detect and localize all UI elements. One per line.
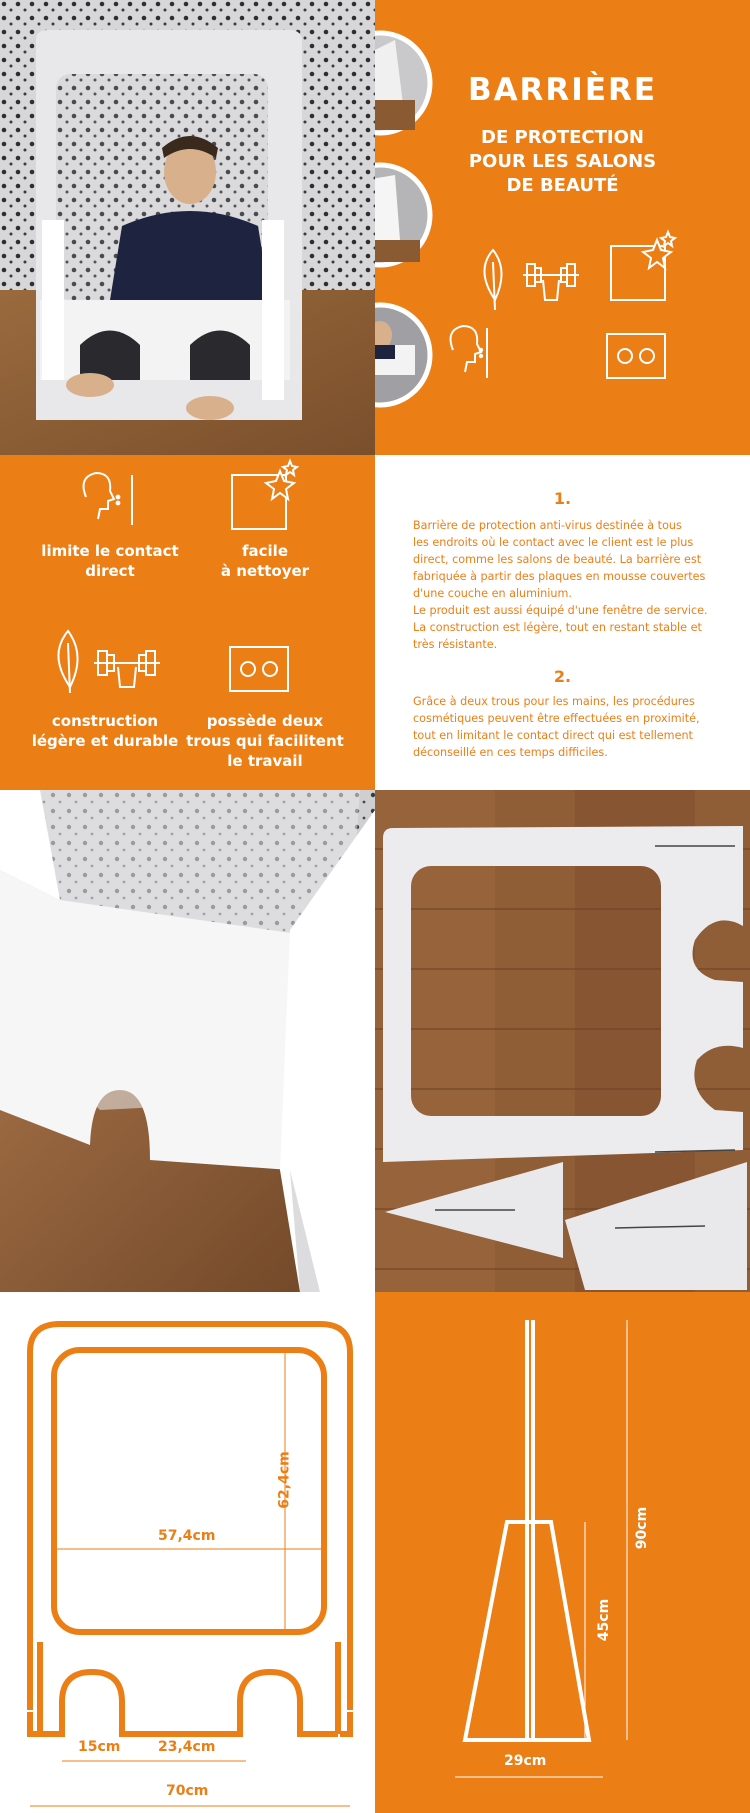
dim-foot-width: 29cm [504, 1753, 547, 1769]
dim-side-height: 90cm [634, 1506, 651, 1550]
barrier-side-outline [465, 1320, 589, 1740]
two-holes-icon [607, 334, 665, 378]
feature-easy-clean: facile à nettoyer [220, 542, 310, 580]
feather-dumbbell-icon [484, 250, 579, 310]
dim-total-width: 70cm [166, 1783, 209, 1799]
thumbnail-detail-2 [375, 165, 430, 265]
front-dimension-drawing [0, 1292, 375, 1813]
product-title: BARRIÈRE [467, 72, 658, 108]
features-panel [0, 455, 375, 790]
photo-barrier-closeup [0, 790, 375, 1292]
dim-hole-width: 23,4cm [158, 1739, 216, 1755]
title-panel [375, 0, 750, 455]
subtitle-line: DE PROTECTION [481, 127, 644, 148]
thumbnail-detail-1 [375, 33, 430, 133]
side-outline-drawing [375, 1292, 750, 1813]
dimension-lines [30, 1350, 350, 1806]
dim-hole-left: 15cm [78, 1739, 121, 1755]
clean-square-icon [611, 232, 675, 300]
description-panel [375, 455, 750, 790]
feature-two-holes: possède deux trous qui facilitent le travail [186, 712, 344, 770]
thumbnail-detail-3 [375, 305, 430, 405]
dim-foot-height: 45cm [596, 1598, 613, 1642]
section-2-text: Grâce à deux trous pour les mains, les procédures cosmétiques peuvent être effectuées en proximité, tout en limitant le contact direct qui est tellement déconseillé en ces temps difficiles. [413, 695, 700, 759]
subtitle-line: DE BEAUTÉ [506, 175, 619, 196]
main-product-photo [0, 0, 375, 455]
subtitle-line: POUR LES SALONS [468, 151, 657, 172]
flat-parts-photo [375, 790, 750, 1292]
section-1-text: Barrière de protection anti-virus destinée à tous les endroits où le contact avec le client est le plus direct, comme les salons de beauté. La barrière est fabriquée à partir des plaques en mousse couvertes d'une couche en aluminium. Le produit est aussi équipé d'une fenêtre de service. La construction est légère, tout en restant stable et très résistante. [413, 519, 708, 651]
face-shield-icon [451, 326, 487, 378]
dim-front-height: 62,4cm [276, 1451, 293, 1509]
feature-light-durable: construction légère et durable [31, 712, 179, 750]
feather-dumbbell-icon [58, 631, 160, 693]
section-number-1: 1. [553, 489, 572, 508]
dimension-lines [455, 1320, 627, 1777]
side-dimension-drawing [375, 1292, 750, 1813]
clean-square-icon [232, 461, 297, 529]
front-outline-drawing [0, 1292, 375, 1813]
feature-limit-contact: limite le contact direct [41, 542, 179, 580]
photo-barrier-parts [375, 790, 750, 1292]
two-holes-icon [230, 647, 288, 691]
face-shield-icon [84, 473, 132, 525]
section-number-2: 2. [553, 667, 572, 686]
dim-window-width: 57,4cm [158, 1528, 216, 1544]
detail-thumbnails [375, 0, 435, 455]
photo-barrier-with-man [0, 0, 375, 455]
closeup-photo [0, 790, 375, 1292]
